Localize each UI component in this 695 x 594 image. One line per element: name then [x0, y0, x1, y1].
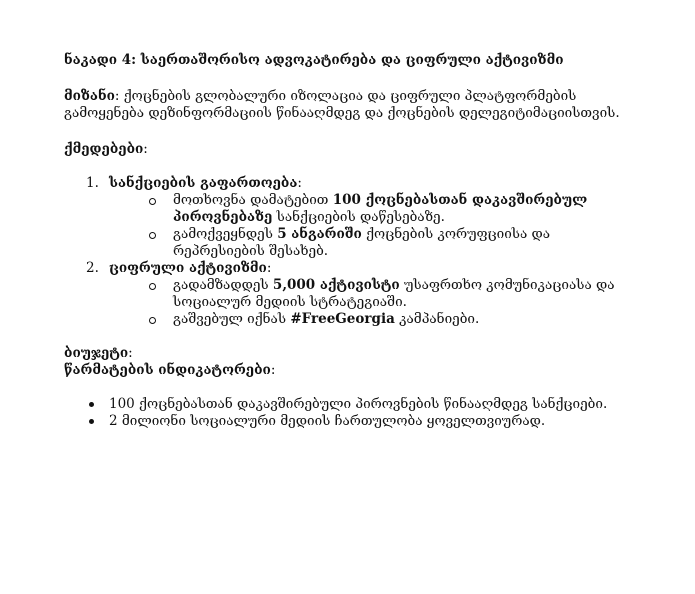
objective-label: მიზანი [64, 88, 115, 104]
sub-item: გაშვებულ იქნას #FreeGeorgia კამპანიები. [109, 311, 644, 328]
action-title: ციფრული აქტივიზმი [109, 260, 267, 276]
sub-item: გადამზადდეს 5,000 აქტივისტი უსაფრთხო კომუნიკაციასა და სოციალურ მედიის სტრატეგიაში. [109, 277, 644, 311]
bullet-icon [89, 402, 94, 407]
circle-bullet-icon [149, 232, 156, 239]
circle-bullet-icon [149, 317, 156, 324]
budget-label: ბიუჯეტი [64, 345, 129, 361]
indicator-item: 2 მილიონი სოციალური მედიის ჩართულობა ყოველთვიურად. [64, 413, 644, 430]
action-number: 1. [86, 175, 99, 191]
circle-bullet-icon [149, 198, 156, 205]
action-item: 1. სანქციების გაფართოება: მოთხოვნა დამატებით 100 ქოცნებასთან დაკავშირებულ პიროვნებაზე სანქციების დაწესებაზე. გამოქვეყნდეს 5 ანგარიში ქოცნების კორუფციისა და რეპრესიების შესახებ. [64, 175, 644, 260]
circle-bullet-icon [149, 283, 156, 290]
action-sublist [109, 277, 644, 328]
action-title: სანქციების გაფართოება [109, 175, 298, 191]
sub-item: გამოქვეყნდეს 5 ანგარიში ქოცნების კორუფციისა და რეპრესიების შესახებ. [109, 226, 644, 260]
section-title: ნაკადი 4: საერთაშორისო ადვოკატირება და ციფრული აქტივიზმი [64, 52, 564, 68]
indicators-label: წარმატების ინდიკატორები [64, 362, 271, 378]
actions-label: ქმედებები [64, 141, 144, 157]
actions-heading: ქმედებები: [64, 141, 148, 157]
budget-heading: ბიუჯეტი: [64, 345, 133, 361]
action-sublist [109, 192, 644, 260]
objective-paragraph [64, 88, 644, 122]
sub-item: მოთხოვნა დამატებით 100 ქოცნებასთან დაკავშირებულ პიროვნებაზე სანქციების დაწესებაზე. [109, 192, 644, 226]
action-number: 2. [86, 260, 99, 276]
indicators-heading: წარმატების ინდიკატორები: [64, 362, 276, 378]
document [64, 52, 644, 430]
indicators-list [64, 396, 644, 430]
actions-list [64, 175, 644, 328]
indicator-item: 100 ქოცნებასთან დაკავშირებული პიროვნების წინააღმდეგ სანქციები. [64, 396, 644, 413]
objective-text: : ქოცნების გლობალური იზოლაცია და ციფრული პლატფორმების გამოყენება დეზინფორმაციის წინააღმდეგ და ქოცნების დელეგიტიმაციისთვის. [64, 88, 620, 121]
bullet-icon [89, 419, 94, 424]
action-item: 2. ციფრული აქტივიზმი: გადამზადდეს 5,000 აქტივისტი უსაფრთხო კომუნიკაციასა და სოციალურ მედიის სტრატეგიაში. გაშვებულ იქნას #FreeGeorgia კამპანიები. [64, 260, 644, 328]
